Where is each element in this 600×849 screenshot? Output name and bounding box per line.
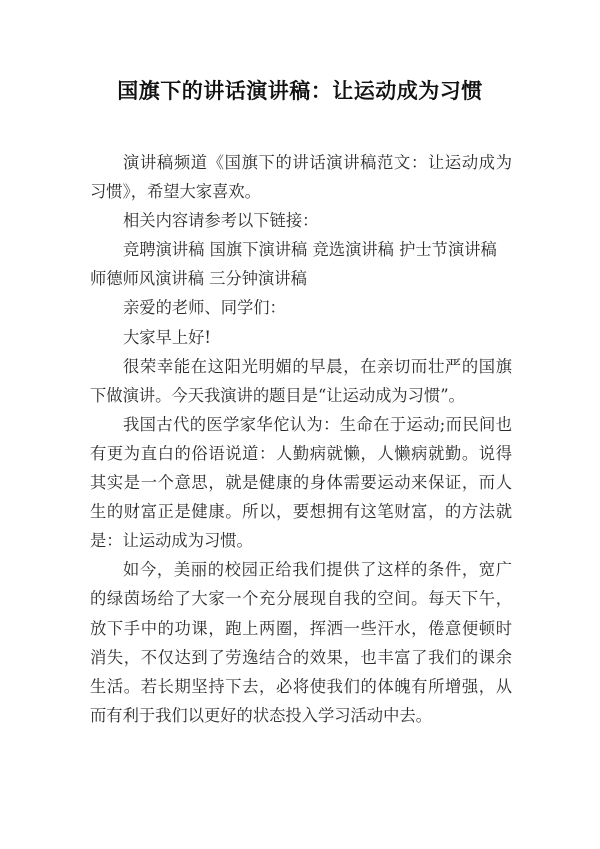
document-body	[90, 148, 512, 730]
campus-paragraph: 如今，美丽的校园正给我们提供了这样的条件，宽广的绿茵场给了大家一个充分展现自我的空间。每天下午，放下手中的功课，跑上两圈，挥洒一些汗水，倦意便顿时消失，不仅达到了劳逸结合的效果，也丰富了我们的课余生活。若长期坚持下去，必将使我们的体魄有所增强，从而有利于我们以更好的状态投入学习活动中去。	[90, 560, 512, 725]
related-link-sanfenzhong[interactable]: 三分钟演讲稿	[209, 269, 307, 289]
greeting-paragraph: 大家早上好!	[123, 327, 211, 347]
document-title: 国旗下的讲话演讲稿：让运动成为习惯	[117, 79, 483, 103]
related-link-shideshifeng[interactable]: 师德师风演讲稿	[90, 269, 204, 289]
huatuo-paragraph: 我国古代的医学家华佗认为：生命在于运动;而民间也有更为直白的俗语说道：人勤病就懒，人懒病就勤。说得其实是一个意思，就是健康的身体需要运动来保证，而人生的财富正是健康。所以，要想拥有这笔财富，的方法就是：让运动成为习惯。	[90, 414, 512, 551]
salutation-paragraph: 亲爱的老师、同学们：	[123, 298, 286, 318]
intro-paragraph: 演讲稿频道《国旗下的讲话演讲稿范文：让运动成为习惯》，希望大家喜欢。	[90, 153, 512, 202]
related-label: 相关内容请参考以下链接：	[123, 211, 319, 231]
related-link-hushijie[interactable]: 护士节演讲稿	[399, 240, 497, 260]
related-link-jingpin[interactable]: 竞聘演讲稿	[123, 240, 205, 260]
related-links	[90, 235, 512, 293]
related-link-guoqixia[interactable]: 国旗下演讲稿	[209, 240, 308, 260]
opening-paragraph: 很荣幸能在这阳光明媚的早晨，在亲切而壮严的国旗下做演讲。今天我演讲的题目是“让运动成为习惯”。	[90, 356, 512, 405]
related-link-jingxuan[interactable]: 竞选演讲稿	[312, 240, 394, 260]
